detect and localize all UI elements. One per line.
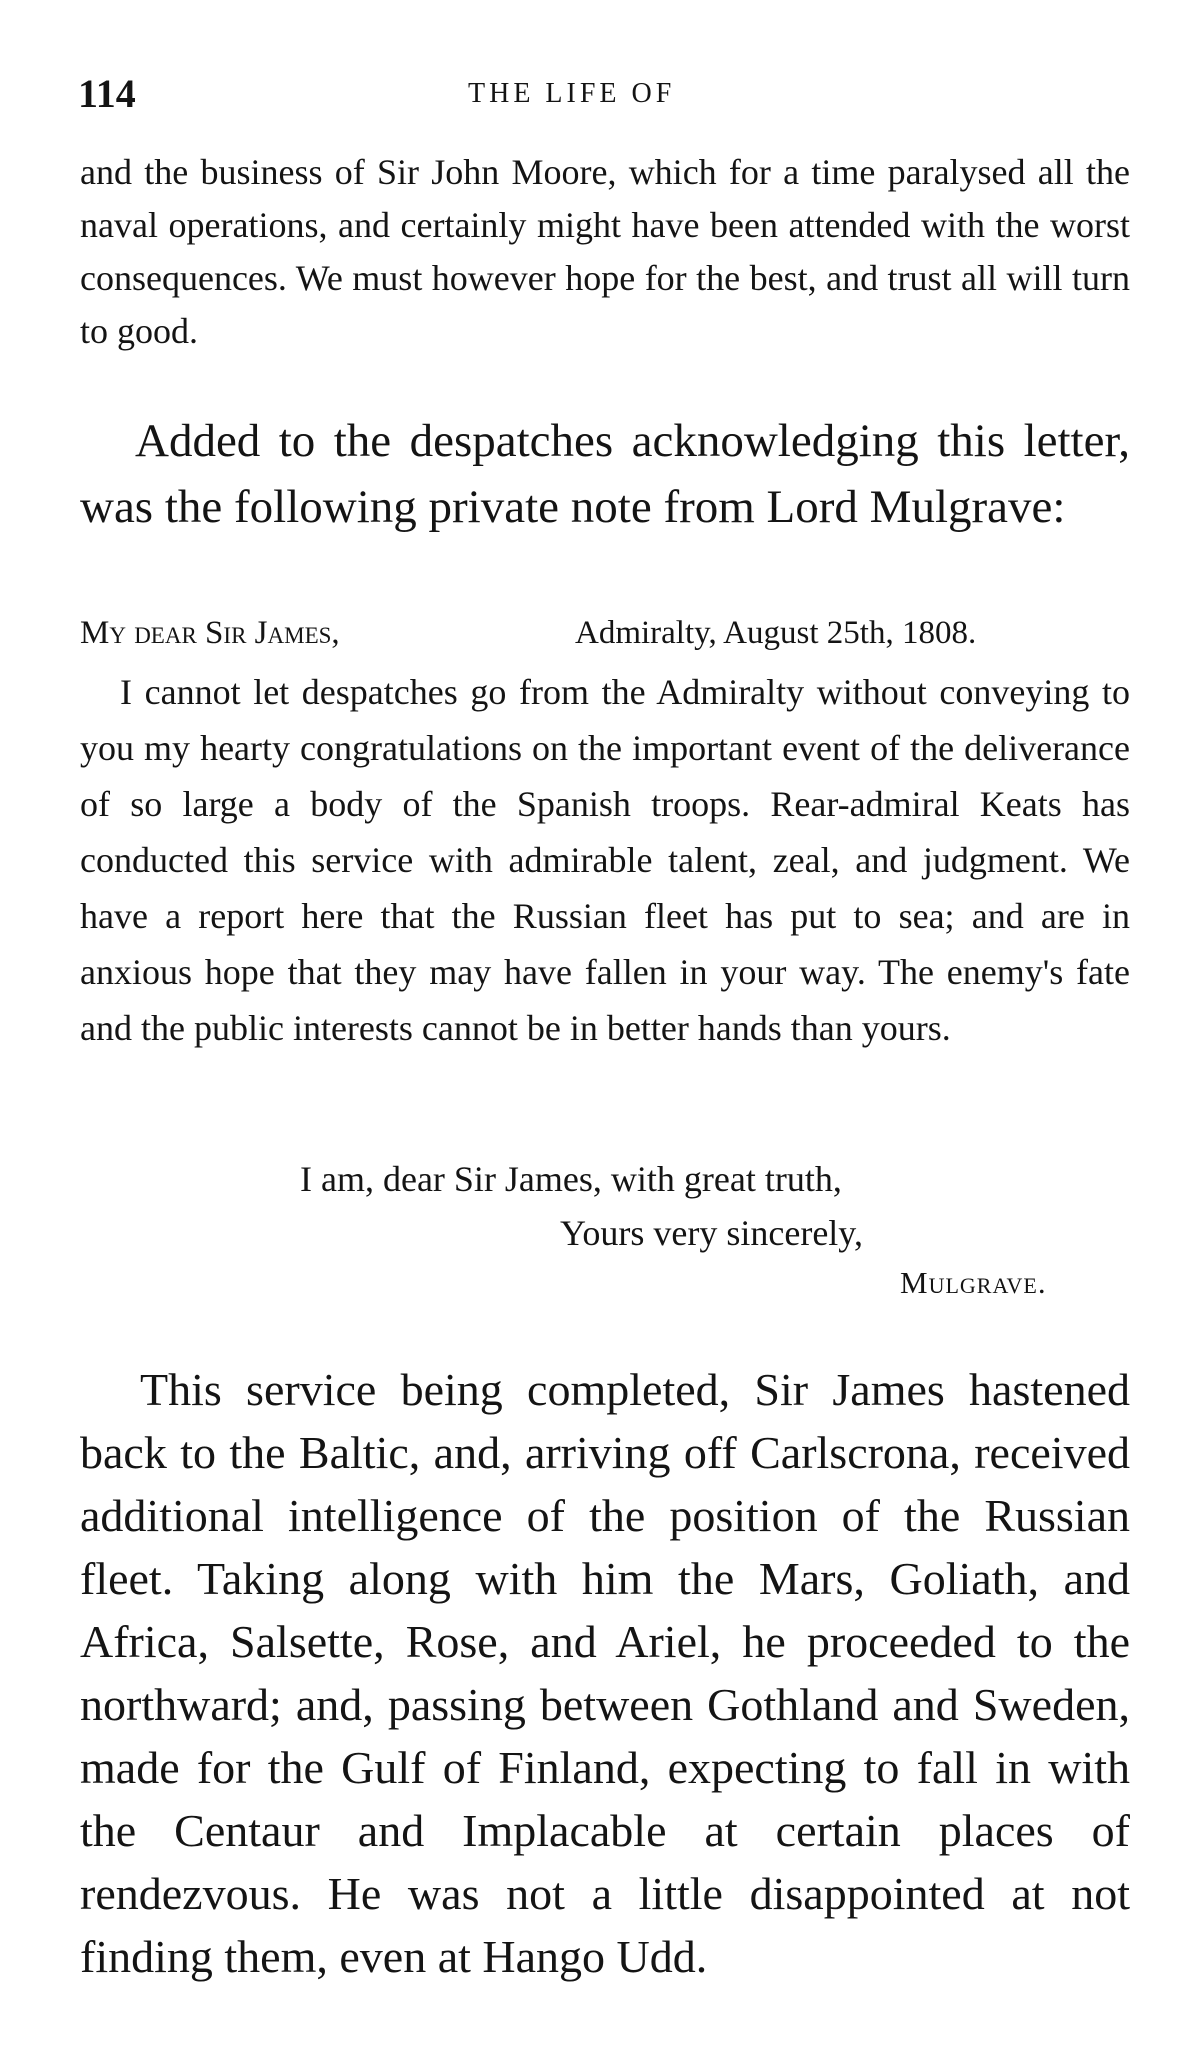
letter-closing-line-1: I am, dear Sir James, with great truth,	[300, 1159, 842, 1199]
continuation-paragraph: and the business of Sir John Moore, which for a time paralysed all the naval operations, and certainly might have been attended with the worst consequences. We must however hope for the best, and trust all will turn to good.	[80, 152, 1130, 351]
letter-closing-line-2: Yours very sincerely,	[560, 1213, 863, 1253]
narrative-paragraph: This service being completed, Sir James hastened back to the Baltic, and, arriving off Carlscrona, received additional intelligence of the position of the Russian fleet. Taking along with him the Mars, Goliath, and Africa, Salsette, Rose, and Ariel, he proceeded to the northward; and, passing between Gothland and Sweden, made for the Gulf of Finland, expecting to fall in with the Centaur and Implacable at certain places of rendezvous. He was not a little disappointed at not finding them, even at Hango Udd.	[80, 1364, 1130, 1982]
letter-signature: Mulgrave.	[900, 1265, 1047, 1300]
letter-heading	[80, 615, 1130, 665]
letter-dateline: Admiralty, August 25th, 1808.	[575, 615, 977, 651]
letter-body: I cannot let despatches go from the Admiralty without conveying to you my hearty congratulations on the important event of the deliverance of so large a body of the Spanish troops. Rear-admiral Keats has conducted this service with admirable talent, zeal, and judgment. We have a report here that the Russian fleet has put to sea; and are in anxious hope that they may have fallen in your way. The enemy's fate and the public interests cannot be in better hands than yours.	[80, 672, 1130, 1048]
page-header	[78, 70, 1128, 130]
intro-paragraph: Added to the despatches acknowledging this letter, was the following private note from Lord Mulgrave:	[80, 415, 1130, 533]
running-head: THE LIFE OF	[468, 78, 676, 109]
page-number: 114	[78, 71, 136, 116]
letter-salutation: My dear Sir James,	[80, 615, 340, 651]
